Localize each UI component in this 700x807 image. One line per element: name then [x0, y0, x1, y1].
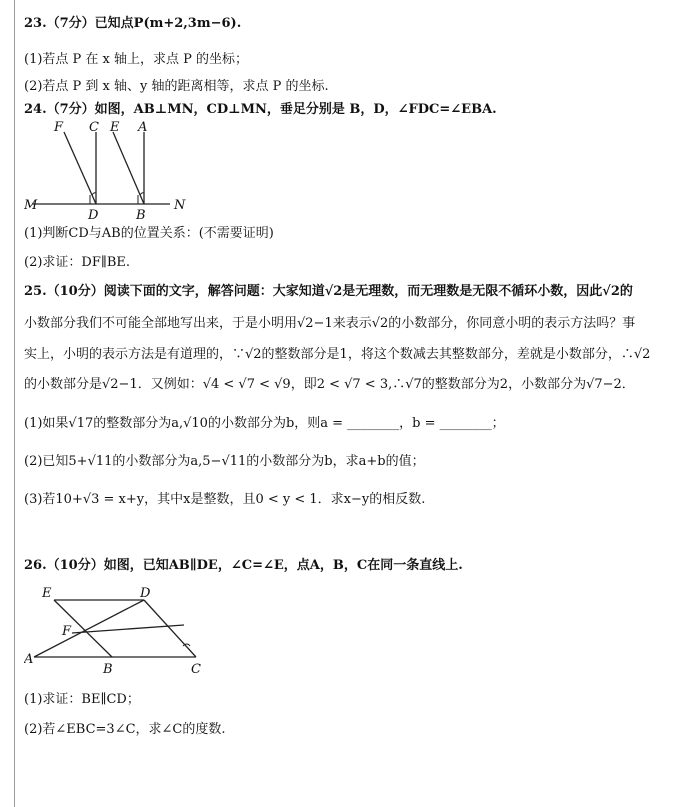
line-fd [64, 132, 96, 204]
q25-line2: 小数部分我们不可能全部地写出来，于是小明用√2−1来表示√2的小数部分，你同意小明的表示方法吗？事 [24, 316, 636, 331]
label-m: M [24, 198, 38, 213]
label-b: B [136, 208, 146, 223]
label-d: D [88, 208, 99, 223]
q23-title: 23.（7分）已知点P(m+2,3m−6). [24, 16, 242, 31]
q25-part2: (2)已知5+√11的小数部分为a,5−√11的小数部分为b，求a+b的值； [24, 454, 425, 469]
q26-part2: (2)若∠EBC=3∠C，求∠C的度数. [24, 722, 226, 737]
label-c: C [191, 662, 201, 677]
q26-figure [24, 585, 214, 678]
q26-part1: (1)求证：BE∥CD； [24, 692, 140, 707]
q24-part2: (2)求证：DF∥BE. [24, 255, 131, 270]
label-a: A [24, 652, 34, 667]
q25-part1: (1)如果√17的整数部分为a,√10的小数部分为b，则a = ________，b = ________； [24, 416, 505, 431]
label-d: D [140, 586, 151, 601]
q25-line4: 的小数部分是√2−1．又例如：√4 < √7 < √9，即2 < √7 < 3,∴√7的整数部分为2，小数部分为√7−2． [24, 377, 635, 392]
label-c: C [89, 120, 99, 135]
line-dc [144, 600, 196, 657]
q24-title: 24.（7分）如图，AB⊥MN，CD⊥MN，垂足分别是 B，D，∠FDC=∠EBA. [24, 102, 497, 117]
q23-part2: (2)若点 P 到 x 轴、y 轴的距离相等，求点 P 的坐标. [24, 79, 329, 94]
q23-part1: (1)若点 P 在 x 轴上，求点 P 的坐标； [24, 52, 249, 67]
label-b: B [103, 662, 113, 677]
label-a: A [138, 120, 148, 135]
q25-part3: (3)若10+√3 = x+y，其中x是整数，且0 < y < 1．求x−y的相反数. [24, 492, 426, 507]
page-edge [14, 0, 15, 807]
q25-line1: 25.（10分）阅读下面的文字，解答问题：大家知道√2是无理数，而无理数是无限不循环小数，因此√2的 [24, 284, 633, 299]
label-n: N [174, 198, 186, 213]
label-e: E [110, 120, 120, 135]
q24-part1: (1)判断CD与AB的位置关系：(不需要证明) [24, 226, 274, 241]
label-e: E [42, 586, 52, 601]
line-eb [113, 132, 144, 204]
q24-figure [24, 118, 194, 223]
q26-title: 26.（10分）如图，已知AB∥DE，∠C=∠E，点A，B，C在同一条直线上. [24, 558, 463, 573]
q25-line3: 实上，小明的表示方法是有道理的，∵√2的整数部分是1，将这个数减去其整数部分，差就是小数部分，∴√2 [24, 347, 651, 362]
label-f: F [54, 120, 64, 135]
label-f: F [62, 624, 72, 639]
